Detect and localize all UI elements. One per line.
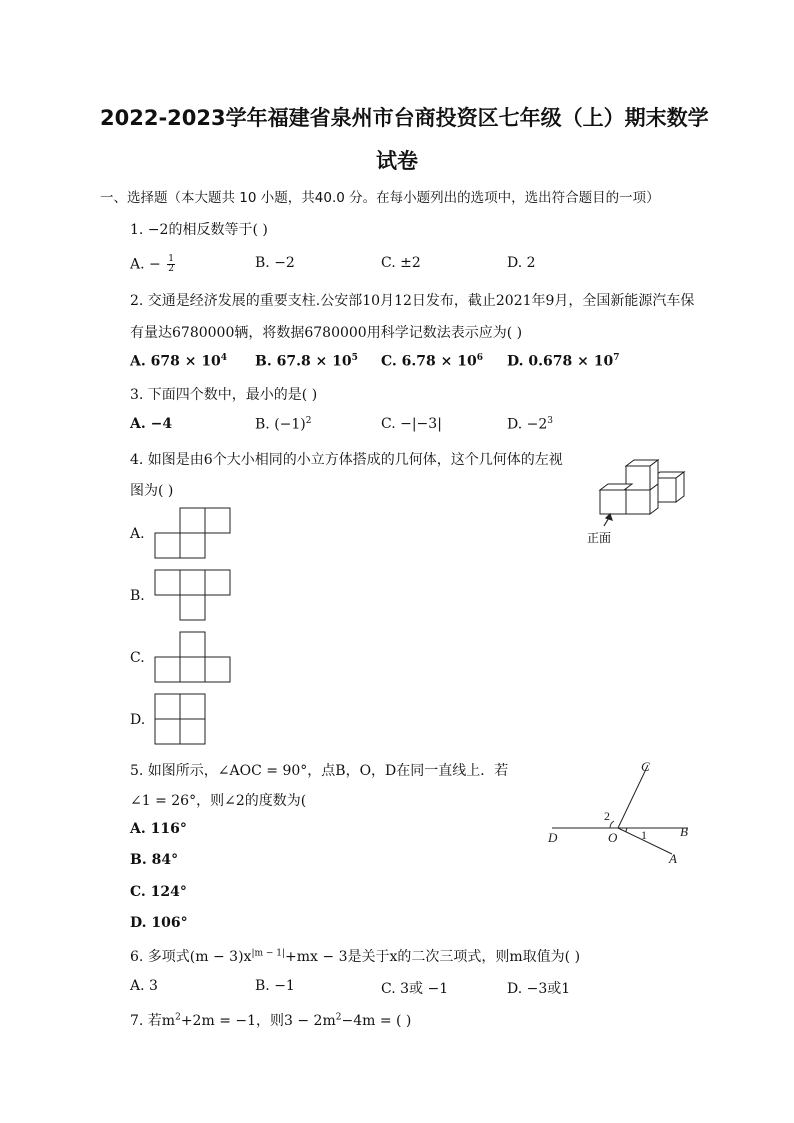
question-4-line1: 4. 如图是由6个大小相同的小立方体搭成的几何体，这个几何体的左视: [130, 452, 563, 468]
q4-option-c-grid: [154, 631, 234, 683]
section-header: 一、选择题（本大题共 10 小题，共40.0 分。在每小题列出的选项中，选出符合题目的一项）: [100, 190, 660, 206]
q6-option-a: A. 3: [130, 978, 158, 994]
front-view-label: 正面: [587, 531, 612, 545]
q1-option-b: B. −2: [255, 255, 295, 271]
question-2-line2: 有量达6780000辆，将数据6780000用科学记数法表示应为( ): [130, 325, 523, 341]
q2-option-d: D. $0.678 \times 10^7$: [507, 353, 620, 370]
q3-option-a: A. −4: [130, 416, 173, 432]
q3-option-c: C. −|−3|: [381, 416, 442, 432]
cube-stack-figure: [587, 448, 700, 548]
q6-option-d: D. −3或1: [507, 981, 571, 997]
question-2-line1: 2. 交通是经济发展的重要支柱.公安部10月12日发布，截止2021年9月，全国新能源汽车保: [130, 293, 695, 309]
q2-option-a: A. $678 \times 10^4$: [130, 353, 228, 370]
label-angle-1: 1: [641, 828, 647, 842]
label-b: B: [680, 824, 688, 839]
question-6: 6. 多项式$(m - 3)x^{|m - 1|}+mx - 3$是关于x的二次三项式，则m取值为( ): [130, 948, 581, 965]
page-title: 2022-2023学年福建省泉州市台商投资区七年级（上）期末数学: [100, 106, 709, 130]
q1-option-c: C. ±2: [381, 255, 421, 271]
q5-option-c: C. 124°: [130, 884, 187, 900]
label-angle-2: 2: [604, 809, 610, 823]
label-d: D: [548, 830, 558, 845]
q5-option-d: D. 106°: [130, 915, 188, 931]
q4-option-d-label: D.: [130, 712, 146, 728]
q4-option-d-grid: [154, 693, 210, 745]
q4-option-a-label: A.: [130, 526, 145, 542]
q6-option-c: C. 3或 −1: [381, 981, 449, 997]
question-5-line2: ∠1 = 26°，则∠2的度数为(: [130, 793, 307, 809]
question-7: 7. 若$m^2+2m = -1$，则$3 - 2m^2-4m$ = ( ): [130, 1012, 412, 1029]
q2-option-b: B. $67.8 \times 10^5$: [255, 353, 358, 370]
label-a: A: [669, 851, 677, 866]
q6-option-b: B. −1: [255, 978, 295, 994]
q4-option-b-label: B.: [130, 588, 145, 604]
q3-option-d: D. $-2^3$: [507, 416, 553, 433]
q4-option-a-grid: [154, 507, 234, 559]
angle-figure: [540, 755, 700, 870]
question-5-line1: 5. 如图所示，∠AOC = 90°，点B，O，D在同一直线上．若: [130, 763, 509, 779]
q1-option-d: D. 2: [507, 255, 536, 271]
q4-option-b-grid: [154, 569, 234, 621]
page-title-line2: 试卷: [376, 149, 418, 173]
q2-option-c: C. $6.78 \times 10^6$: [381, 353, 483, 370]
question-3: 3. 下面四个数中，最小的是( ): [130, 387, 318, 403]
label-c: C: [641, 759, 650, 774]
question-1: 1. −2的相反数等于( ): [130, 222, 268, 238]
fraction-numerator: 1: [168, 254, 174, 264]
label-o: O: [608, 830, 618, 845]
q5-option-b: B. 84°: [130, 852, 179, 868]
question-4-line2: 图为( ): [130, 483, 174, 499]
q4-option-c-label: C.: [130, 650, 145, 666]
q1-option-a: A. − $\frac{1}{2}$: [130, 254, 174, 274]
q3-option-b: B. $(-1)^2$: [255, 416, 312, 433]
q5-option-a: A. 116°: [130, 821, 187, 837]
fraction-denominator: 2: [168, 264, 174, 274]
